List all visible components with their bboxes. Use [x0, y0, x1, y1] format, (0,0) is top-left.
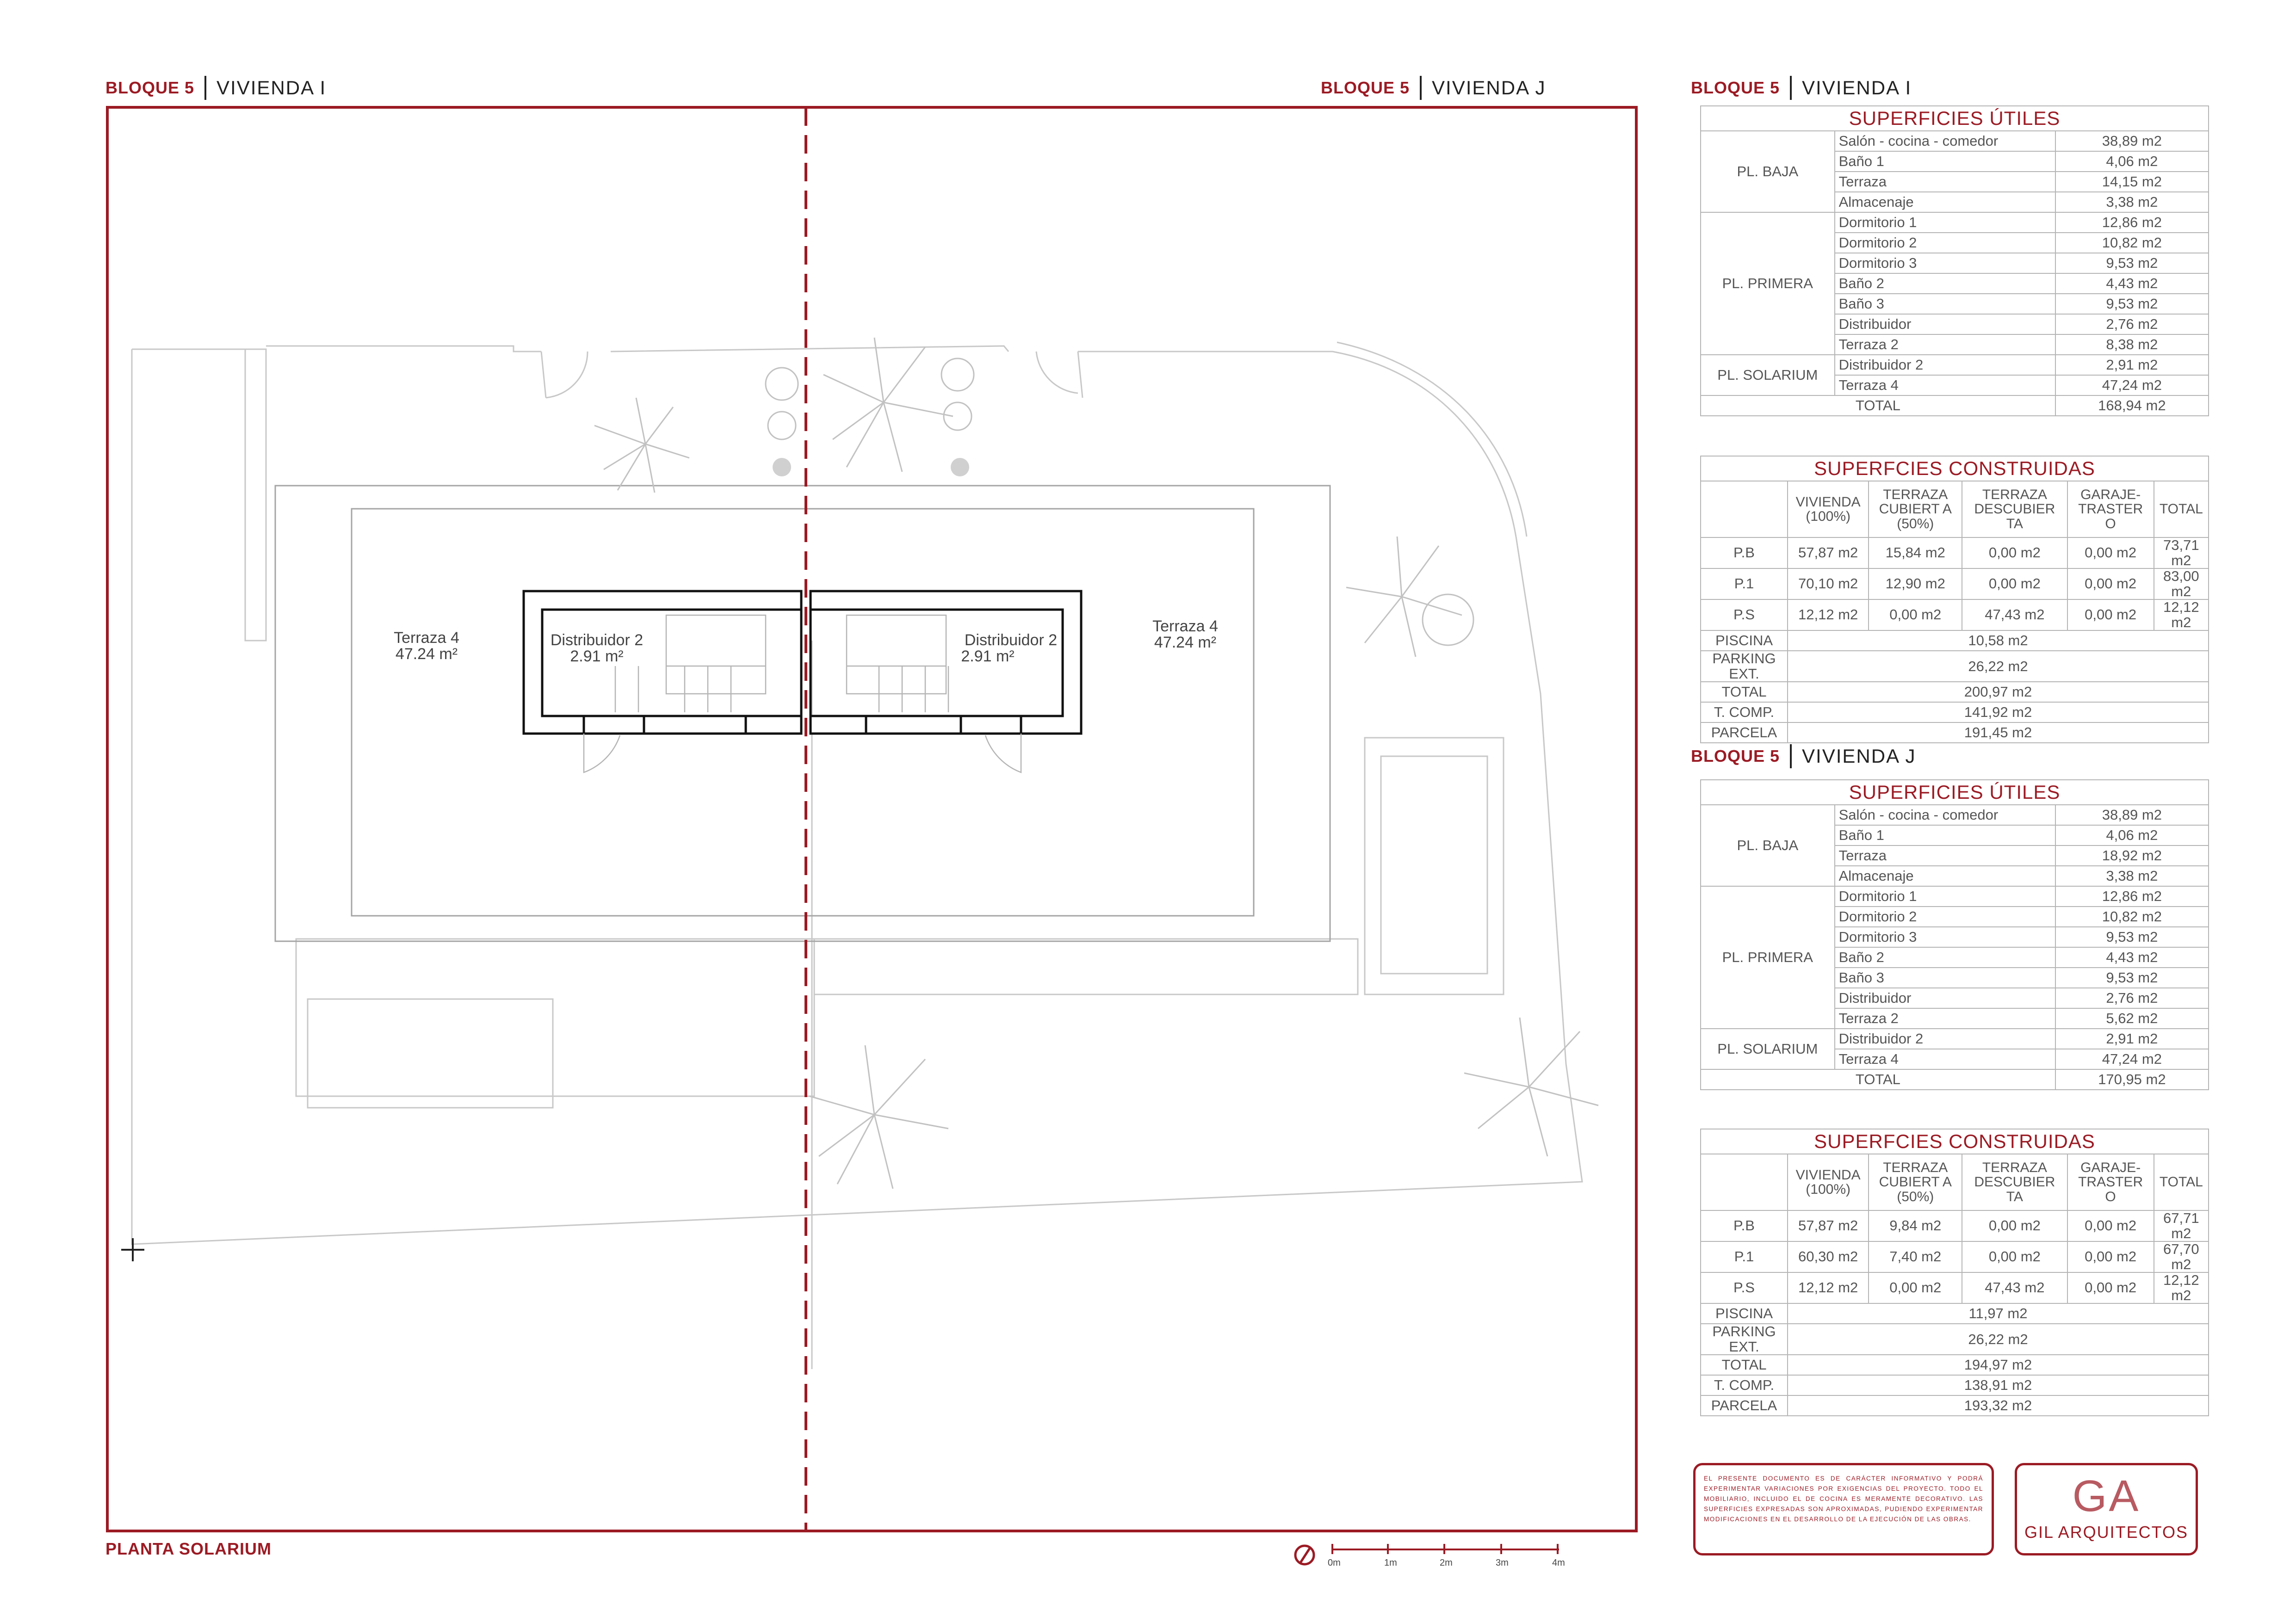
room-name: Baño 2: [1835, 273, 2055, 294]
room-area: 4,06 m2: [2055, 151, 2209, 172]
room-name: Almacenaje: [1835, 192, 2055, 212]
scale-bar: [1332, 1544, 1559, 1554]
table-total-row: [1701, 1069, 2209, 1090]
room-terraza-4-i-area: 47.24 m²: [395, 645, 458, 663]
room-area: 4,43 m2: [2055, 273, 2209, 294]
summary-value: 191,45 m2: [1788, 722, 2209, 743]
area-value: 0,00 m2: [1869, 599, 1962, 630]
table-row: [1701, 1272, 2209, 1303]
summary-label: TOTAL: [1701, 682, 1788, 702]
total-label: TOTAL: [1701, 395, 2055, 416]
scale-label: 2m: [1440, 1558, 1453, 1568]
summary-label: PARKING EXT.: [1701, 651, 1788, 682]
summary-label: PARCELA: [1701, 722, 1788, 743]
room-area: 4,06 m2: [2055, 825, 2209, 845]
room-area: 9,53 m2: [2055, 294, 2209, 314]
table-row: [1701, 599, 2209, 630]
room-area: 2,76 m2: [2055, 988, 2209, 1008]
scale-label: 1m: [1384, 1558, 1397, 1568]
unit-label: VIVIENDA J: [1802, 745, 1916, 767]
room-name: Terraza: [1835, 172, 2055, 192]
scale-label: 0m: [1328, 1558, 1341, 1568]
summary-row: [1701, 1355, 2209, 1375]
room-name: Dormitorio 1: [1835, 886, 2055, 907]
table-row: [1701, 1210, 2209, 1241]
summary-row: [1701, 630, 2209, 651]
summary-value: 194,97 m2: [1788, 1355, 2209, 1375]
block-label: BLOQUE 5: [1691, 747, 1780, 765]
room-name: Dormitorio 3: [1835, 253, 2055, 273]
summary-label: PARCELA: [1701, 1395, 1788, 1416]
room-name: Dormitorio 2: [1835, 907, 2055, 927]
room-name: Terraza 4: [1835, 375, 2055, 395]
area-value: 0,00 m2: [2067, 1241, 2154, 1272]
unit-label: VIVIENDA I: [217, 77, 327, 99]
terrace-outline: [275, 486, 1330, 941]
room-name: Distribuidor 2: [1835, 1029, 2055, 1049]
area-value: 12,12 m2: [2154, 599, 2209, 630]
floor-label: P.B: [1701, 1210, 1788, 1241]
room-area: 12,86 m2: [2055, 212, 2209, 233]
area-value: 67,70 m2: [2154, 1241, 2209, 1272]
table-total-row: [1701, 395, 2209, 416]
table-row: [1701, 537, 2209, 568]
area-value: 67,71 m2: [2154, 1210, 2209, 1241]
table-title-row: [1701, 106, 2209, 131]
summary-value: 10,58 m2: [1788, 630, 2209, 651]
column-header: GARAJE-TRASTER O: [2067, 1154, 2154, 1210]
floor-label: P.B: [1701, 537, 1788, 568]
logo-mark: GA: [2072, 1471, 2141, 1521]
room-name: Dormitorio 2: [1835, 233, 2055, 253]
floor-label: P.1: [1701, 1241, 1788, 1272]
block-label: BLOQUE 5: [105, 78, 195, 97]
table-row: [1701, 212, 2209, 233]
table-title: SUPERFICIES ÚTILES: [1701, 780, 2209, 805]
room-name: Terraza 2: [1835, 334, 2055, 355]
column-header: VIVIENDA (100%): [1788, 481, 1869, 537]
unit-label: VIVIENDA J: [1432, 77, 1546, 99]
table-row: [1701, 886, 2209, 907]
summary-value: 26,22 m2: [1788, 1324, 2209, 1355]
summary-value: 141,92 m2: [1788, 702, 2209, 722]
summary-row: [1701, 1375, 2209, 1395]
room-area: 3,38 m2: [2055, 866, 2209, 886]
room-terraza-4-i: Terraza 4: [394, 629, 459, 647]
area-value: 0,00 m2: [1962, 1210, 2067, 1241]
area-value: 60,30 m2: [1788, 1241, 1869, 1272]
room-area: 2,76 m2: [2055, 314, 2209, 334]
summary-value: 138,91 m2: [1788, 1375, 2209, 1395]
table-title-row: [1701, 456, 2209, 481]
column-header: TERRAZA CUBIERT A (50%): [1869, 481, 1962, 537]
summary-row: [1701, 1324, 2209, 1355]
room-area: 10,82 m2: [2055, 233, 2209, 253]
area-value: 0,00 m2: [1869, 1272, 1962, 1303]
table-superficies-construidas-j: [1700, 1129, 2209, 1416]
area-value: 70,10 m2: [1788, 568, 1869, 599]
room-name: Baño 3: [1835, 968, 2055, 988]
table-title: SUPERFCIES CONSTRUIDAS: [1701, 1129, 2209, 1154]
room-name: Terraza: [1835, 845, 2055, 866]
table-row: [1701, 1029, 2209, 1049]
area-value: 12,90 m2: [1869, 568, 1962, 599]
summary-value: 11,97 m2: [1788, 1303, 2209, 1324]
block-label: BLOQUE 5: [1691, 78, 1780, 97]
area-value: 0,00 m2: [1962, 1241, 2067, 1272]
floor-group-label: PL. PRIMERA: [1701, 886, 1835, 1029]
room-name: Almacenaje: [1835, 866, 2055, 886]
logo-name: GIL ARQUITECTOS: [2024, 1523, 2189, 1542]
area-value: 57,87 m2: [1788, 1210, 1869, 1241]
company-logo: [2015, 1463, 2198, 1555]
summary-row: [1701, 651, 2209, 682]
area-value: 0,00 m2: [1962, 568, 2067, 599]
floor-group-label: PL. PRIMERA: [1701, 212, 1835, 355]
table-superficies-construidas-i: [1700, 456, 2209, 743]
floor-group-label: PL. BAJA: [1701, 805, 1835, 886]
table-row: [1701, 355, 2209, 375]
room-name: Baño 3: [1835, 294, 2055, 314]
table-header-vivienda-j: [1691, 742, 1916, 770]
area-value: 12,12 m2: [1788, 1272, 1869, 1303]
room-area: 47,24 m2: [2055, 375, 2209, 395]
table-header-row: [1701, 481, 2209, 537]
room-distribuidor-2-i-area: 2.91 m²: [570, 648, 624, 665]
area-value: 0,00 m2: [2067, 537, 2154, 568]
floor-group-label: PL. SOLARIUM: [1701, 355, 1835, 395]
table-header-row: [1701, 1154, 2209, 1210]
plan-title: PLANTA SOLARIUM: [105, 1539, 272, 1558]
room-area: 5,62 m2: [2055, 1008, 2209, 1029]
header-cell-empty: [1701, 481, 1788, 537]
table-row: [1701, 568, 2209, 599]
reference-mark: [121, 1238, 144, 1261]
column-header: GARAJE-TRASTER O: [2067, 481, 2154, 537]
floor-label: P.S: [1701, 1272, 1788, 1303]
area-value: 12,12 m2: [1788, 599, 1869, 630]
room-area: 9,53 m2: [2055, 253, 2209, 273]
column-header: TOTAL: [2154, 1154, 2209, 1210]
scale-label: 3m: [1496, 1558, 1509, 1568]
area-value: 57,87 m2: [1788, 537, 1869, 568]
column-header: VIVIENDA (100%): [1788, 1154, 1869, 1210]
table-row: [1701, 131, 2209, 151]
table-title-row: [1701, 780, 2209, 805]
room-area: 2,91 m2: [2055, 355, 2209, 375]
area-value: 0,00 m2: [2067, 1210, 2154, 1241]
area-value: 47,43 m2: [1962, 599, 2067, 630]
room-area: 4,43 m2: [2055, 947, 2209, 968]
column-header: TERRAZA CUBIERT A (50%): [1869, 1154, 1962, 1210]
room-terraza-4-j: Terraza 4: [1152, 617, 1218, 635]
total-label: TOTAL: [1701, 1069, 2055, 1090]
total-value: 168,94 m2: [2055, 395, 2209, 416]
room-name: Dormitorio 3: [1835, 927, 2055, 947]
summary-row: [1701, 1303, 2209, 1324]
landscape-trees: [594, 338, 1598, 1189]
room-name: Terraza 2: [1835, 1008, 2055, 1029]
area-value: 7,40 m2: [1869, 1241, 1962, 1272]
table-title: SUPERFCIES CONSTRUIDAS: [1701, 456, 2209, 481]
room-area: 18,92 m2: [2055, 845, 2209, 866]
area-value: 0,00 m2: [2067, 599, 2154, 630]
room-area: 9,53 m2: [2055, 927, 2209, 947]
header-separator: [1790, 76, 1792, 100]
column-header: TOTAL: [2154, 481, 2209, 537]
area-value: 0,00 m2: [1962, 537, 2067, 568]
block-label: BLOQUE 5: [1321, 78, 1410, 97]
table-superficies-utiles-j: [1700, 779, 2209, 1090]
room-name: Distribuidor: [1835, 988, 2055, 1008]
room-name: Distribuidor 2: [1835, 355, 2055, 375]
room-distribuidor-2-j: Distribuidor 2: [964, 631, 1058, 649]
room-distribuidor-2-j-area: 2.91 m²: [961, 648, 1015, 665]
room-name: Baño 1: [1835, 825, 2055, 845]
terrace-inner: [352, 509, 1254, 916]
summary-label: PARKING EXT.: [1701, 1324, 1788, 1355]
table-row: [1701, 1241, 2209, 1272]
summary-row: [1701, 682, 2209, 702]
site-outline: [132, 342, 1582, 1369]
room-area: 14,15 m2: [2055, 172, 2209, 192]
header-cell-empty: [1701, 1154, 1788, 1210]
room-area: 38,89 m2: [2055, 805, 2209, 825]
floor-group-label: PL. BAJA: [1701, 131, 1835, 212]
room-name: Salón - cocina - comedor: [1835, 131, 2055, 151]
summary-label: PISCINA: [1701, 630, 1788, 651]
column-header: TERRAZA DESCUBIER TA: [1962, 481, 2067, 537]
room-area: 38,89 m2: [2055, 131, 2209, 151]
table-superficies-utiles-i: [1700, 105, 2209, 416]
room-name: Baño 2: [1835, 947, 2055, 968]
room-area: 12,86 m2: [2055, 886, 2209, 907]
column-header: TERRAZA DESCUBIER TA: [1962, 1154, 2067, 1210]
area-value: 47,43 m2: [1962, 1272, 2067, 1303]
summary-row: [1701, 1395, 2209, 1416]
summary-row: [1701, 702, 2209, 722]
table-header-vivienda-i: [1691, 74, 1912, 102]
floor-label: P.S: [1701, 599, 1788, 630]
disclaimer-note: EL PRESENTE DOCUMENTO ES DE CARÁCTER INFORMATIVO Y PODRÁ EXPERIMENTAR VARIACIONES POR EXIGENCIAS DEL PROYECTO. TODO EL MOBILIARIO, INCLUIDO EL DE COCINA ES MERAMENTE DECORATIVO. LAS SUPERFICIES EXPRESADAS SON APROXIMADAS, PUDIENDO EXPERIMENTAR MODIFICACIONES EN EL DESARROLLO DE LA EJECUCIÓN DE LAS OBRAS.: [1693, 1463, 1994, 1555]
north-arrow-icon: [1295, 1546, 1314, 1564]
summary-row: [1701, 722, 2209, 743]
table-title-row: [1701, 1129, 2209, 1154]
floor-group-label: PL. SOLARIUM: [1701, 1029, 1835, 1069]
summary-label: PISCINA: [1701, 1303, 1788, 1324]
summary-label: T. COMP.: [1701, 1375, 1788, 1395]
area-value: 15,84 m2: [1869, 537, 1962, 568]
summary-value: 26,22 m2: [1788, 651, 2209, 682]
room-terraza-4-j-area: 47.24 m²: [1154, 634, 1217, 651]
room-area: 9,53 m2: [2055, 968, 2209, 988]
scale-label: 4m: [1552, 1558, 1565, 1568]
room-area: 10,82 m2: [2055, 907, 2209, 927]
room-area: 8,38 m2: [2055, 334, 2209, 355]
summary-value: 200,97 m2: [1788, 682, 2209, 702]
total-value: 170,95 m2: [2055, 1069, 2209, 1090]
room-name: Salón - cocina - comedor: [1835, 805, 2055, 825]
room-name: Dormitorio 1: [1835, 212, 2055, 233]
summary-label: T. COMP.: [1701, 702, 1788, 722]
room-distribuidor-2-i: Distribuidor 2: [550, 631, 644, 649]
plan-frame: [107, 107, 1636, 1531]
area-value: 12,12 m2: [2154, 1272, 2209, 1303]
header-separator: [1790, 744, 1792, 768]
floor-label: P.1: [1701, 568, 1788, 599]
area-value: 0,00 m2: [2067, 568, 2154, 599]
room-name: Distribuidor: [1835, 314, 2055, 334]
room-area: 3,38 m2: [2055, 192, 2209, 212]
area-value: 73,71 m2: [2154, 537, 2209, 568]
table-row: [1701, 805, 2209, 825]
room-name: Baño 1: [1835, 151, 2055, 172]
room-area: 2,91 m2: [2055, 1029, 2209, 1049]
room-name: Terraza 4: [1835, 1049, 2055, 1069]
area-value: 0,00 m2: [2067, 1272, 2154, 1303]
room-area: 47,24 m2: [2055, 1049, 2209, 1069]
summary-value: 193,32 m2: [1788, 1395, 2209, 1416]
area-value: 9,84 m2: [1869, 1210, 1962, 1241]
table-title: SUPERFICIES ÚTILES: [1701, 106, 2209, 131]
area-value: 83,00 m2: [2154, 568, 2209, 599]
summary-label: TOTAL: [1701, 1355, 1788, 1375]
unit-label: VIVIENDA I: [1802, 77, 1912, 99]
